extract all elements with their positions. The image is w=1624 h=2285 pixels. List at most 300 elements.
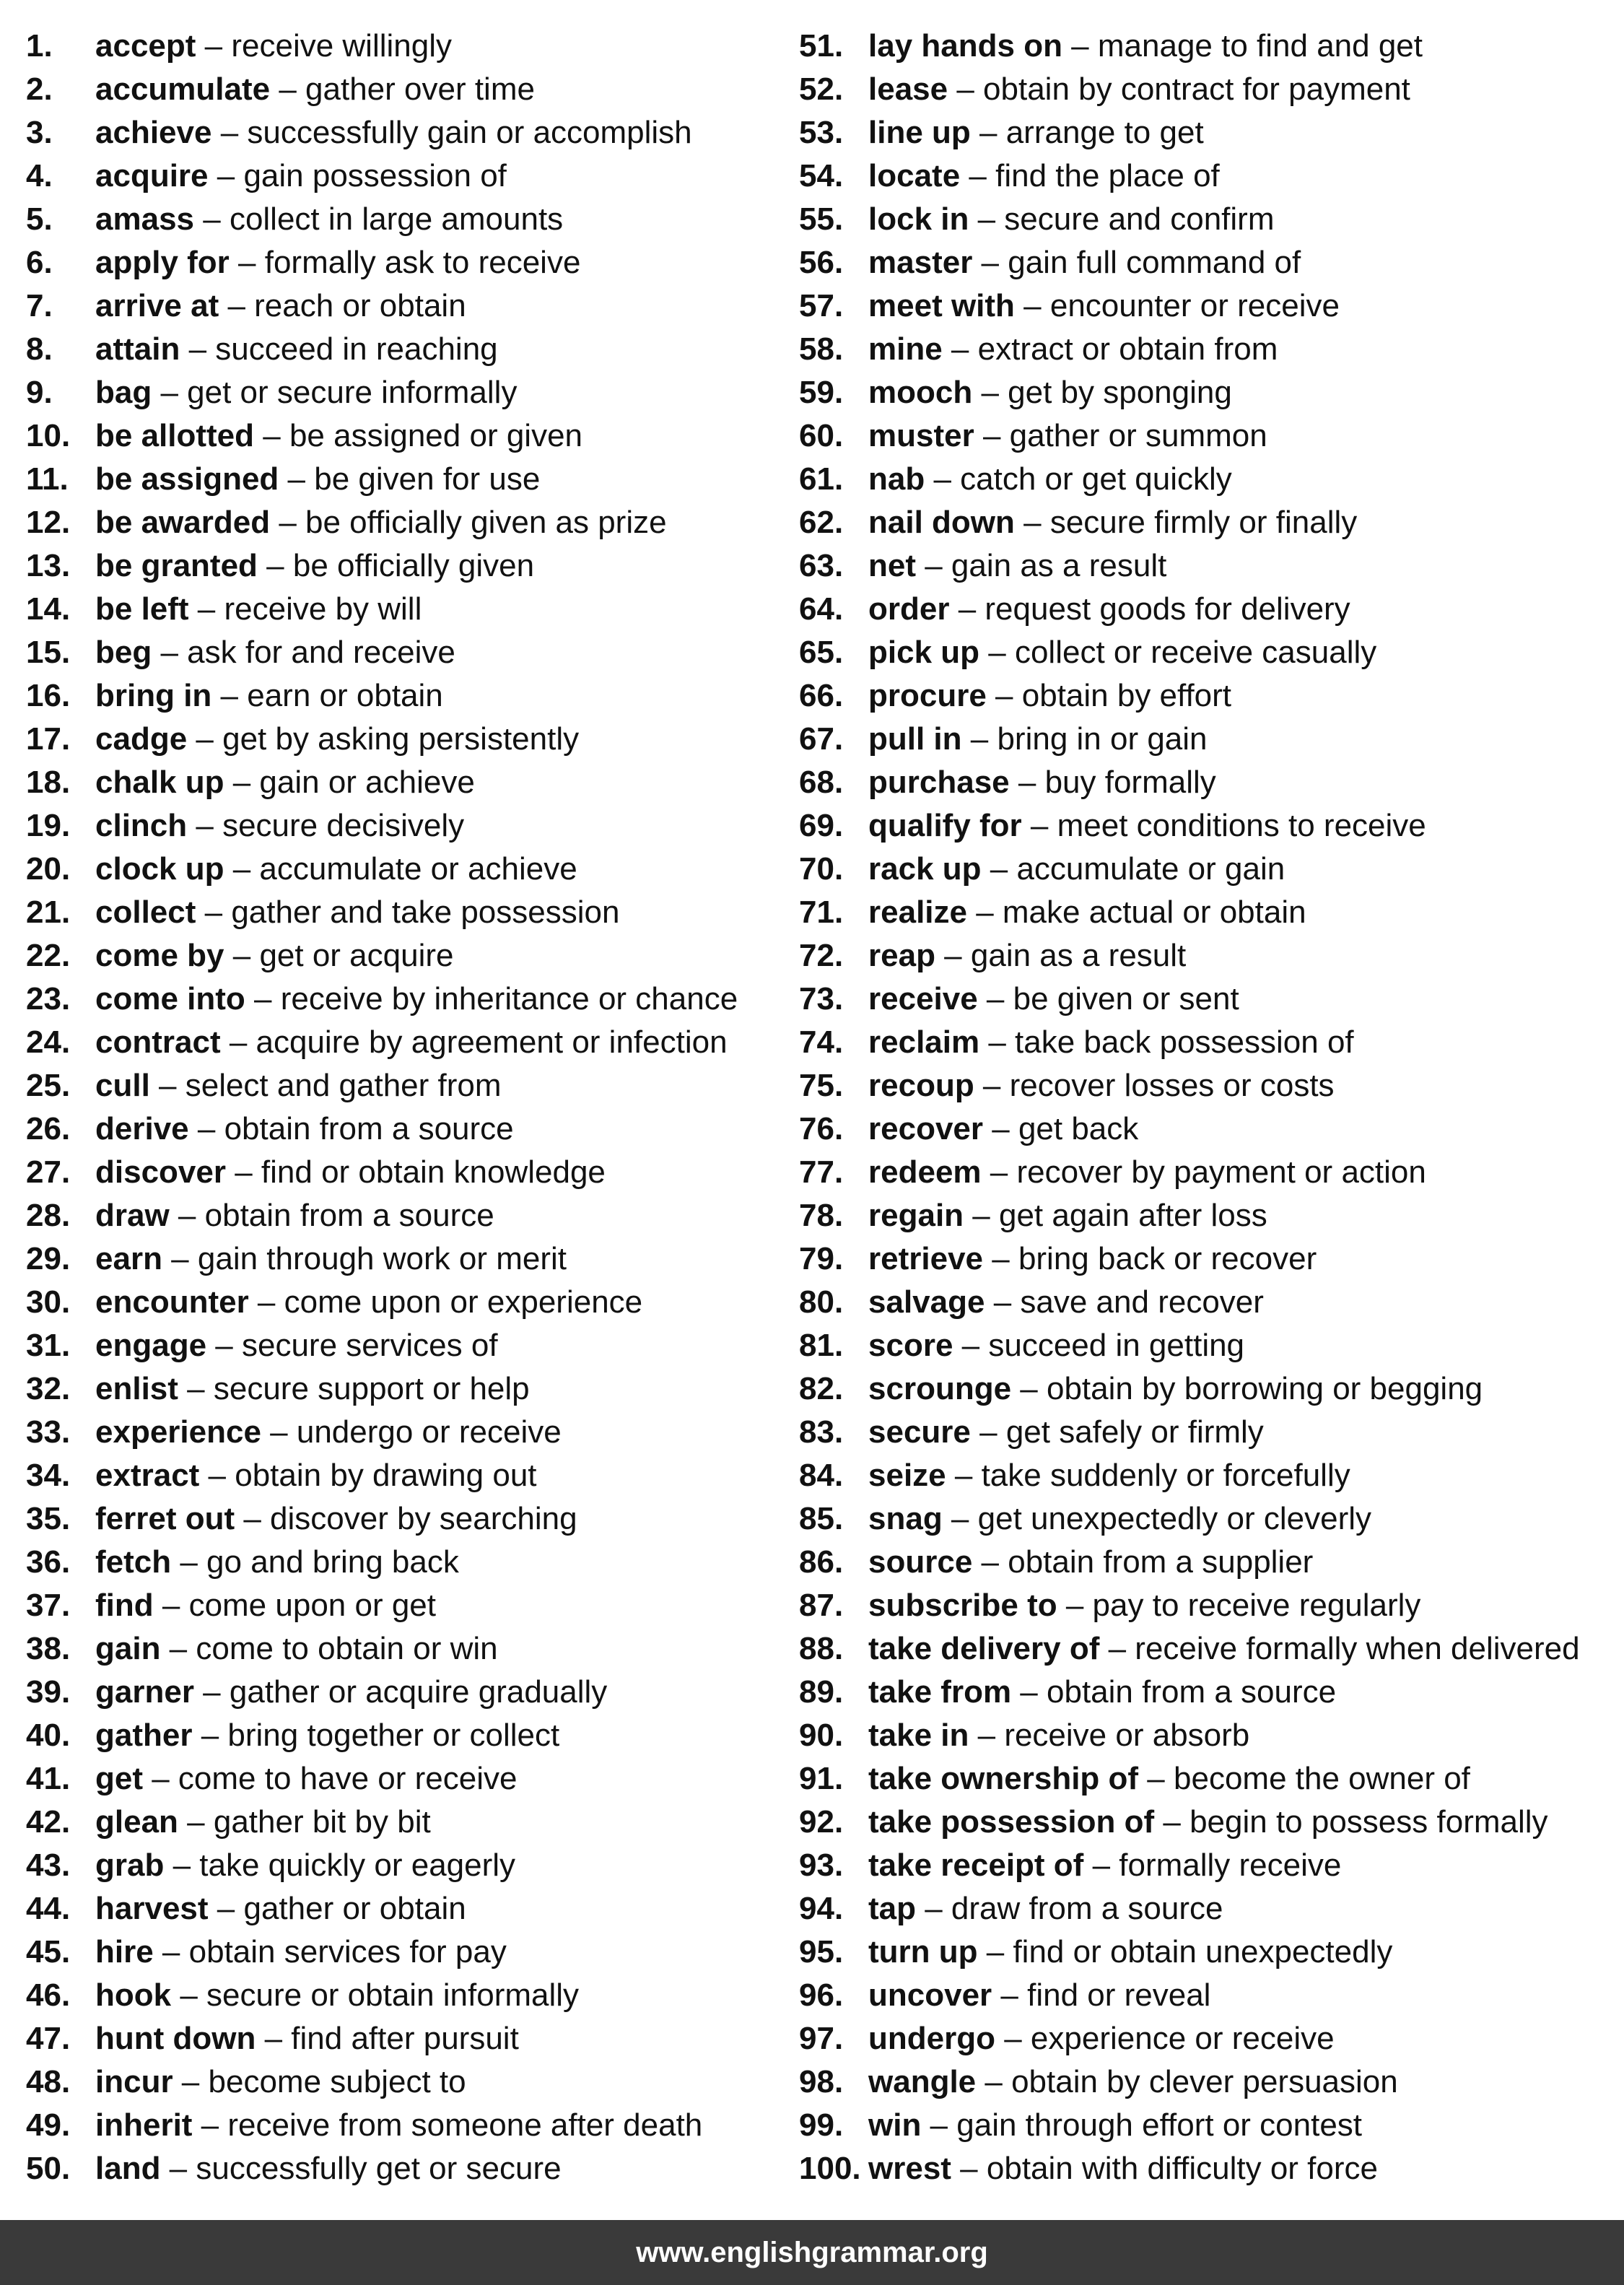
item-number: 41. [26,1761,71,1796]
item-text [868,1932,1392,1975]
item-term: hook [95,1977,172,2013]
item-separator: – [188,1111,224,1146]
item-separator: – [248,1284,284,1320]
item-number: 48. [26,2064,71,2099]
item-separator: – [196,28,232,64]
item-text [95,762,475,806]
item-term: take from [868,1674,1012,1710]
list-item [799,1975,1607,2019]
item-term: secure [868,1414,971,1450]
item-separator: – [187,721,223,757]
item-definition: become subject to [208,2064,466,2099]
item-text [868,2019,1335,2062]
list-item [799,113,1607,156]
list-item [26,329,784,373]
item-definition: go and bring back [206,1544,459,1580]
item-separator: – [935,938,971,973]
item-separator: – [946,1458,982,1493]
item-term: salvage [868,1284,985,1320]
item-term: hire [95,1934,154,1970]
item-term: derive [95,1111,189,1146]
item-text [868,849,1285,892]
item-text [95,1239,567,1282]
list-item [799,546,1607,589]
item-separator: – [199,1458,235,1493]
item-text [95,113,692,156]
item-text [868,546,1166,589]
item-separator: – [235,1501,271,1536]
item-text [868,1585,1420,1629]
item-definition: save and recover [1020,1284,1264,1320]
item-number: 79. [799,1241,844,1276]
item-number: 57. [799,288,844,323]
item-text [95,1022,728,1066]
item-separator: – [1154,1804,1190,1840]
item-definition: become the owner of [1174,1761,1470,1796]
list-item [26,589,784,632]
item-text [868,1152,1426,1196]
item-text [95,546,534,589]
item-term: bag [95,375,152,410]
list-item [26,243,784,286]
item-separator: – [153,1588,189,1623]
item-term: clinch [95,808,188,843]
item-separator: – [169,1198,205,1233]
item-separator: – [1057,1588,1093,1623]
item-separator: – [948,71,984,107]
list-item [799,1585,1607,1629]
item-term: pull in [868,721,962,757]
item-definition: obtain from a source [224,1111,514,1146]
item-text [95,156,507,199]
item-term: arrive at [95,288,219,323]
item-number: 44. [26,1891,71,1926]
item-definition: reach or obtain [254,288,466,323]
item-text [95,1542,459,1585]
item-separator: – [981,1154,1017,1190]
item-separator: – [977,1934,1013,1970]
item-term: hunt down [95,2021,256,2056]
item-term: order [868,591,950,627]
list-item [26,1412,784,1455]
item-separator: – [1014,505,1050,540]
item-term: nab [868,461,925,497]
list-item [799,1152,1607,1196]
item-number: 80. [799,1284,844,1320]
item-definition: find after pursuit [291,2021,519,2056]
list-item [26,546,784,589]
item-term: take ownership of [868,1761,1139,1796]
item-text [95,1802,431,1845]
list-item [799,2062,1607,2105]
item-number: 24. [26,1024,71,1060]
item-separator: – [178,1804,214,1840]
item-number: 67. [799,721,844,757]
item-separator: – [208,1891,244,1926]
list-item [799,2105,1607,2149]
list-item [799,1109,1607,1152]
item-number: 9. [26,375,53,410]
item-definition: draw from a source [951,1891,1223,1926]
item-number: 83. [799,1414,844,1450]
item-separator: – [970,1414,1006,1450]
item-separator: – [953,1328,989,1363]
item-term: win [868,2107,922,2143]
item-text [868,459,1232,502]
item-definition: obtain by drawing out [235,1458,537,1493]
item-number: 68. [799,765,844,800]
item-number: 100. [799,2151,861,2186]
item-definition: acquire by agreement or infection [256,1024,728,1060]
item-definition: be given or sent [1013,981,1239,1017]
item-number: 28. [26,1198,71,1233]
list-item [799,1022,1607,1066]
item-definition: earn or obtain [247,678,443,713]
item-term: collect [95,895,196,930]
item-text [868,1109,1138,1152]
item-definition: succeed in getting [988,1328,1245,1363]
item-term: glean [95,1804,178,1840]
item-text [95,1152,606,1196]
item-text [868,1326,1244,1369]
item-definition: find or reveal [1027,1977,1211,2013]
item-definition: gain through effort or contest [956,2107,1363,2143]
item-number: 45. [26,1934,71,1970]
item-term: retrieve [868,1241,984,1276]
item-definition: accumulate or gain [1016,851,1285,887]
item-definition: get or acquire [259,938,454,973]
item-text [868,373,1232,416]
item-text [95,1369,530,1412]
item-separator: – [949,591,985,627]
list-item [26,1239,784,1282]
item-definition: gather bit by bit [213,1804,431,1840]
item-number: 49. [26,2107,71,2143]
item-text [868,1022,1354,1066]
item-term: come into [95,981,245,1017]
item-definition: buy formally [1044,765,1216,800]
item-separator: – [206,1328,242,1363]
item-number: 46. [26,1977,71,2013]
item-number: 22. [26,938,71,973]
item-text [95,2105,702,2149]
item-number: 61. [799,461,844,497]
item-text [95,1672,607,1715]
item-text [95,1845,515,1889]
item-number: 73. [799,981,844,1017]
item-text [95,1066,502,1109]
item-text [868,936,1186,979]
item-separator: – [152,375,188,410]
list-item [799,1282,1607,1326]
list-item [26,1715,784,1759]
item-term: fetch [95,1544,172,1580]
item-term: procure [868,678,987,713]
item-term: be left [95,591,189,627]
item-text [868,1629,1580,1672]
list-item [799,589,1607,632]
item-number: 6. [26,245,53,280]
item-number: 38. [26,1631,71,1666]
item-definition: formally receive [1119,1847,1342,1883]
item-number: 63. [799,548,844,583]
item-separator: – [254,418,289,453]
item-number: 40. [26,1718,71,1753]
item-text [868,1066,1335,1109]
item-text [868,1975,1210,2019]
list-item [799,632,1607,676]
item-text [95,373,517,416]
item-term: apply for [95,245,230,280]
item-term: be allotted [95,418,255,453]
item-number: 85. [799,1501,844,1536]
footer-url[interactable]: www.englishgrammar.org [636,2236,988,2268]
item-definition: gain as a result [970,938,1187,973]
item-separator: – [916,1891,951,1926]
item-number: 36. [26,1544,71,1580]
item-definition: collect in large amounts [229,201,564,237]
item-term: wangle [868,2064,977,2099]
item-term: mine [868,331,943,367]
item-text [95,979,738,1022]
list-item [26,1975,784,2019]
item-number: 89. [799,1674,844,1710]
item-term: incur [95,2064,173,2099]
word-list-left-column [26,26,784,2192]
item-text [95,1715,559,1759]
list-item [799,156,1607,199]
item-definition: bring back or recover [1018,1241,1317,1276]
item-definition: get by sponging [1008,375,1232,410]
item-text [868,1542,1313,1585]
item-term: nail down [868,505,1015,540]
item-text [95,1196,494,1239]
item-definition: be assigned or given [289,418,583,453]
list-item [799,1196,1607,1239]
list-item [799,1066,1607,1109]
item-text [95,2149,562,2192]
item-number: 26. [26,1111,71,1146]
item-term: lease [868,71,948,107]
item-text [868,1845,1341,1889]
item-term: mooch [868,375,973,410]
item-definition: catch or get quickly [960,461,1232,497]
item-term: extract [95,1458,200,1493]
item-text [868,1369,1483,1412]
item-definition: find or obtain unexpectedly [1013,1934,1393,1970]
item-definition: be officially given [292,548,535,583]
item-term: contract [95,1024,221,1060]
item-separator: – [261,1414,297,1450]
item-number: 34. [26,1458,71,1493]
list-item [799,1542,1607,1585]
item-separator: – [972,375,1008,410]
item-number: 64. [799,591,844,627]
item-definition: get safely or firmly [1005,1414,1264,1450]
item-term: seize [868,1458,946,1493]
item-number: 37. [26,1588,71,1623]
item-text [95,1585,436,1629]
item-separator: – [171,1544,207,1580]
list-item [799,1759,1607,1802]
list-item [26,676,784,719]
item-definition: experience or receive [1030,2021,1335,2056]
item-text [868,113,1204,156]
item-separator: – [160,2151,196,2186]
item-definition: gather or summon [1009,418,1267,453]
item-term: ferret out [95,1501,235,1536]
item-text [95,2062,466,2105]
item-separator: – [162,1241,198,1276]
item-text [95,892,619,936]
list-item [799,69,1607,113]
item-number: 3. [26,115,53,150]
item-separator: – [1011,1371,1047,1406]
item-separator: – [966,895,1003,930]
item-text [868,632,1376,676]
list-item [26,156,784,199]
item-definition: get back [1018,1111,1139,1146]
list-item [799,1629,1607,1672]
item-term: purchase [868,765,1010,800]
list-item [26,1196,784,1239]
item-text [95,849,577,892]
item-definition: obtain by effort [1021,678,1232,713]
item-number: 33. [26,1414,71,1450]
item-separator: – [972,1544,1008,1580]
item-definition: secure or obtain informally [206,1977,580,2013]
list-item [26,762,784,806]
item-separator: – [970,115,1006,150]
item-text [868,979,1239,1022]
item-separator: – [1083,1847,1119,1883]
list-item [799,1239,1607,1282]
item-definition: be officially given as prize [305,505,667,540]
item-number: 30. [26,1284,71,1320]
item-term: realize [868,895,967,930]
list-item [26,2062,784,2105]
item-definition: secure and confirm [1004,201,1275,237]
item-number: 65. [799,635,844,670]
item-separator: – [143,1761,178,1796]
item-definition: obtain with difficulty or force [986,2151,1378,2186]
item-definition: gain full command of [1008,245,1301,280]
item-term: amass [95,201,195,237]
item-number: 29. [26,1241,71,1276]
item-text [95,719,579,762]
item-number: 88. [799,1631,844,1666]
item-separator: – [1021,808,1057,843]
list-item [26,373,784,416]
item-text [95,1455,537,1499]
item-term: score [868,1328,953,1363]
item-text [95,416,582,459]
item-number: 66. [799,678,844,713]
list-item [799,719,1607,762]
item-definition: find the place of [995,158,1220,193]
item-definition: secure decisively [222,808,465,843]
item-text [95,26,452,69]
item-separator: – [220,1024,256,1060]
item-separator: – [208,158,244,193]
item-text [95,632,455,676]
list-item [26,2105,784,2149]
item-separator: – [942,331,978,367]
item-text [868,676,1231,719]
item-separator: – [972,245,1008,280]
item-text [868,892,1306,936]
item-text [868,589,1350,632]
list-item [799,979,1607,1022]
item-separator: – [192,2107,228,2143]
item-definition: select and gather from [185,1068,502,1103]
item-text [868,502,1357,546]
list-item [26,26,784,69]
list-item [26,459,784,502]
item-number: 91. [799,1761,844,1796]
item-text [95,676,443,719]
item-separator: – [992,1977,1028,2013]
item-number: 15. [26,635,71,670]
item-separator: – [942,1501,978,1536]
item-definition: receive from someone after death [227,2107,703,2143]
item-number: 27. [26,1154,71,1190]
item-separator: – [1011,1674,1047,1710]
item-separator: – [1138,1761,1174,1796]
item-text [95,1109,514,1152]
item-separator: – [279,461,315,497]
item-definition: take quickly or eagerly [199,1847,516,1883]
item-definition: gain as a result [951,548,1167,583]
item-number: 50. [26,2151,71,2186]
item-definition: undergo or receive [296,1414,562,1450]
item-definition: get or secure informally [187,375,518,410]
item-term: enlist [95,1371,178,1406]
item-definition: obtain from a source [204,1198,494,1233]
item-text [868,806,1426,849]
list-item [799,1932,1607,1975]
item-definition: come upon or experience [284,1284,643,1320]
item-definition: make actual or obtain [1002,895,1306,930]
item-separator: – [1099,1631,1135,1666]
item-number: 77. [799,1154,844,1190]
item-separator: – [219,288,255,323]
item-separator: – [916,548,951,583]
item-term: clock up [95,851,224,887]
item-term: source [868,1544,973,1580]
item-text [868,1239,1317,1282]
item-term: reap [868,938,935,973]
item-number: 58. [799,331,844,367]
item-term: tap [868,1891,916,1926]
item-definition: gather or obtain [243,1891,466,1926]
item-definition: gather or acquire gradually [229,1674,608,1710]
item-definition: be given for use [314,461,541,497]
item-term: wrest [868,2151,951,2186]
item-definition: receive or absorb [1004,1718,1250,1753]
item-term: line up [868,115,971,150]
item-term: locate [868,158,961,193]
item-number: 62. [799,505,844,540]
item-definition: extract or obtain from [977,331,1278,367]
list-item [26,936,784,979]
item-text [95,1629,498,1672]
item-term: pick up [868,635,980,670]
item-text [95,1282,642,1326]
item-number: 93. [799,1847,844,1883]
item-separator: – [270,505,306,540]
item-number: 87. [799,1588,844,1623]
